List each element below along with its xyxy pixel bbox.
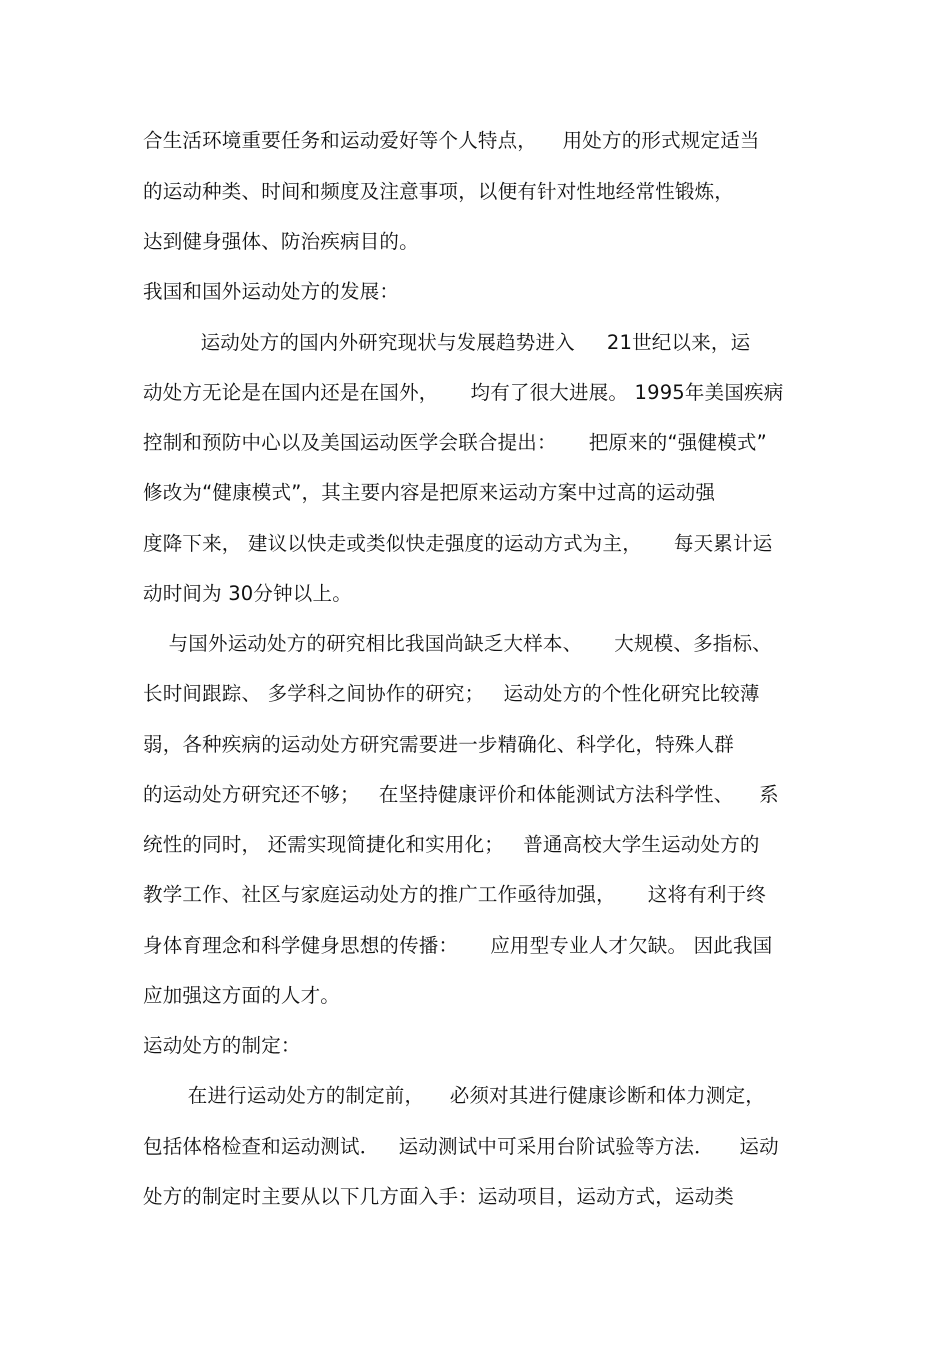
text-line: 与国外运动处方的研究相比我国尚缺乏大样本、 大规模、多指标、 [143, 632, 772, 655]
text-line: 统性的同时， 还需实现简捷化和实用化； 普通高校大学生运动处方的 [143, 833, 760, 856]
text-line: 合生活环境重要任务和运动爱好等个人特点， 用处方的形式规定适当 [143, 129, 760, 152]
text-line: 教学工作、社区与家庭运动处方的推广工作亟待加强， 这将有利于终 [143, 883, 766, 906]
text-line: 的运动种类、时间和频度及注意事项，以便有针对性地经常性锻炼， [143, 180, 735, 203]
text-line: 动时间为 30分钟以上。 [143, 582, 352, 605]
text-line: 的运动处方研究还不够； 在坚持健康评价和体能测试方法科学性、 系 [143, 783, 779, 806]
text-line: 在进行运动处方的制定前， 必须对其进行健康诊断和体力测定， [143, 1084, 765, 1107]
text-line: 控制和预防中心以及美国运动医学会联合提出： 把原来的“强健模式” [143, 431, 767, 454]
section-heading: 我国和国外运动处方的发展： [143, 280, 400, 303]
text-line: 运动处方的国内外研究现状与发展趋势进入 21世纪以来，运 [143, 331, 751, 354]
text-line: 应加强这方面的人才。 [143, 984, 341, 1007]
text-line: 修改为“健康模式”，其主要内容是把原来运动方案中过高的运动强 [143, 481, 716, 504]
text-line: 处方的制定时主要从以下几方面入手：运动项目，运动方式，运动类 [143, 1185, 735, 1208]
text-line: 动处方无论是在国内还是在国外， 均有了很大进展。 1995年美国疾病 [143, 381, 784, 404]
section-heading: 运动处方的制定： [143, 1034, 301, 1057]
text-line: 达到健身强体、防治疾病目的。 [143, 230, 419, 253]
text-line: 弱，各种疾病的运动处方研究需要进一步精确化、科学化，特殊人群 [143, 733, 735, 756]
text-line: 长时间跟踪、 多学科之间协作的研究； 运动处方的个性化研究比较薄 [143, 682, 760, 705]
text-line: 身体育理念和科学健身思想的传播： 应用型专业人才欠缺。 因此我国 [143, 934, 773, 957]
text-line: 度降下来， 建议以快走或类似快走强度的运动方式为主， 每天累计运 [143, 532, 773, 555]
text-line: 包括体格检查和运动测试． 运动测试中可采用台阶试验等方法． 运动 [143, 1135, 779, 1158]
